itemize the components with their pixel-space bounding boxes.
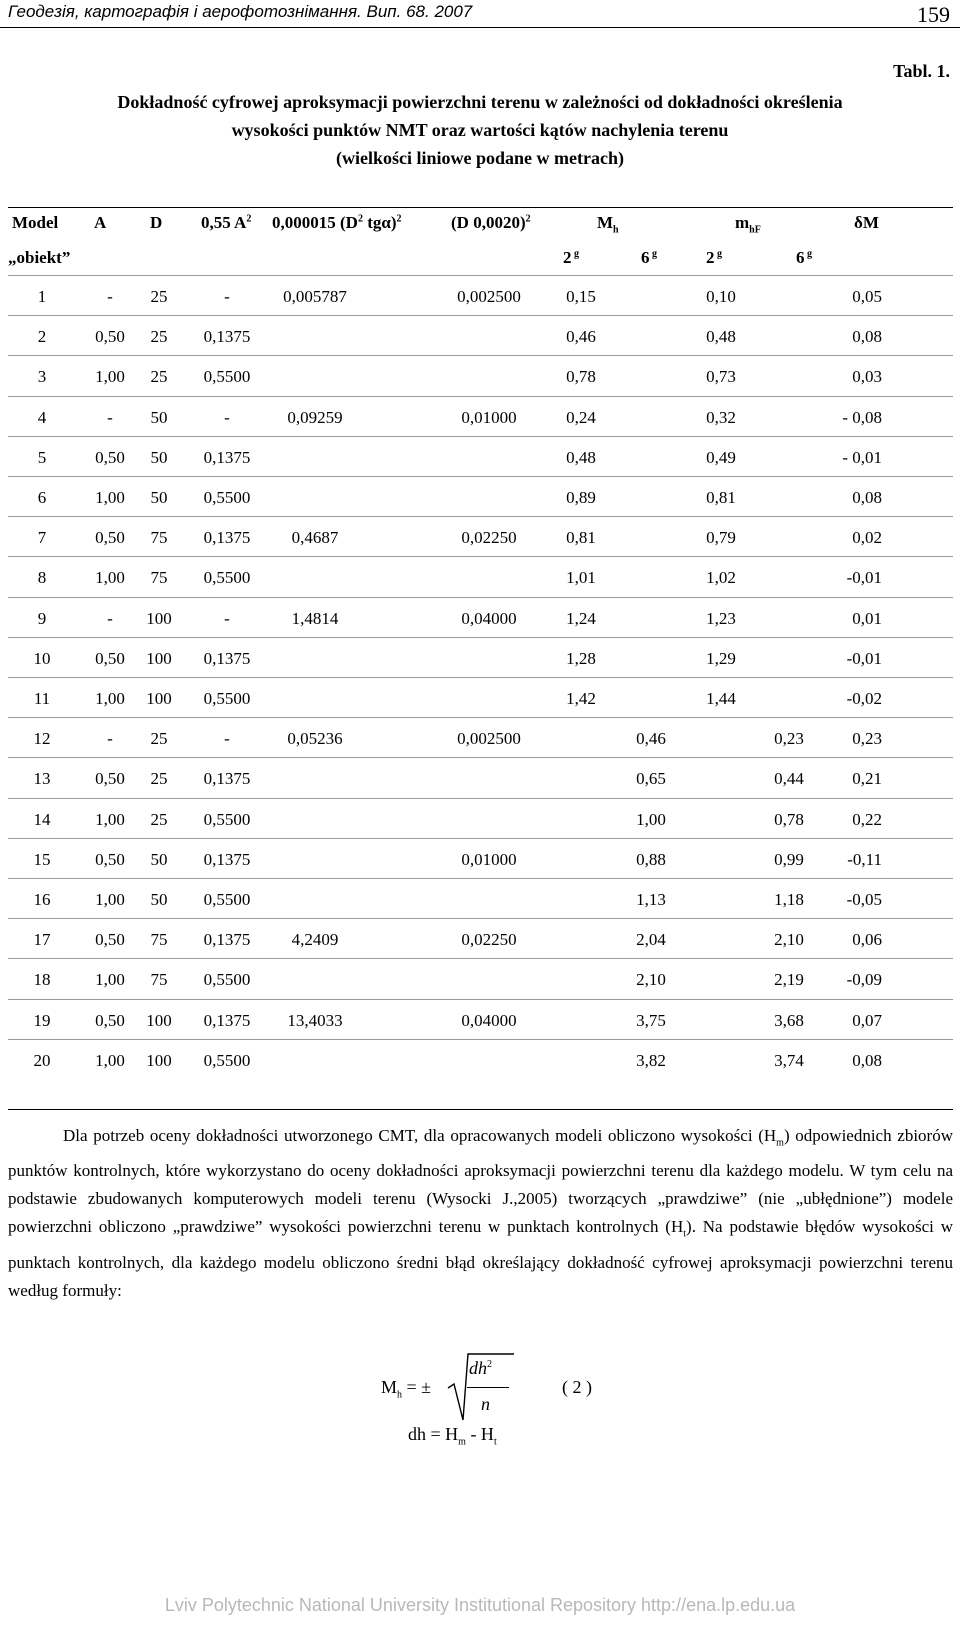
cell-c3: 0,5500 bbox=[203, 367, 251, 387]
cell-c3: 0,5500 bbox=[203, 809, 251, 829]
row-rule bbox=[8, 958, 953, 959]
table-top-rule bbox=[8, 207, 953, 208]
cell-c3: - bbox=[224, 407, 230, 427]
cell-d: 25 bbox=[150, 327, 168, 347]
cell-no: 4 bbox=[37, 407, 47, 427]
row-rule bbox=[8, 476, 953, 477]
formula-lhs: $M_h$ = ± bbox=[381, 1377, 432, 1401]
cell-d: 75 bbox=[150, 568, 168, 588]
row-rule bbox=[8, 878, 953, 879]
cell-a: - bbox=[107, 287, 113, 306]
cell-mh: 1,00 bbox=[636, 809, 666, 829]
cell-no: 6 bbox=[37, 488, 47, 507]
row-rule bbox=[8, 355, 953, 356]
cell-mh: 0,89 bbox=[566, 488, 596, 507]
cell-dm: 0,08 bbox=[852, 488, 882, 507]
cell-d: 75 bbox=[150, 528, 168, 548]
cell-c5: 0,002500 bbox=[457, 729, 521, 749]
cell-mh: 2,10 bbox=[636, 970, 666, 990]
paragraph-sub-m: m bbox=[776, 1137, 784, 1149]
row-rule bbox=[8, 637, 953, 638]
col-header-055a2: 0,55 $A^2$ bbox=[201, 213, 252, 232]
cell-c3: 0,5500 bbox=[203, 488, 251, 507]
fraction-bar bbox=[467, 1387, 509, 1388]
cell-mh: 0,15 bbox=[566, 287, 596, 306]
col-header-tg: 0,000015 ($D^2$ tgα)$^2$ bbox=[272, 213, 402, 232]
cell-mhf: 1,29 bbox=[706, 648, 736, 668]
cell-dm: 0,06 bbox=[852, 930, 882, 950]
cell-mh: 0,81 bbox=[566, 528, 596, 548]
cell-a: - bbox=[107, 407, 113, 427]
subheader-6g-mh: 6 $^g$ bbox=[641, 248, 657, 267]
cell-c3: 0,1375 bbox=[203, 327, 251, 347]
cell-d: 100 bbox=[146, 689, 172, 708]
col-header-mhf: $m_{hF}$ bbox=[735, 213, 761, 236]
cell-d: 50 bbox=[150, 407, 168, 427]
cell-no: 5 bbox=[37, 447, 47, 467]
row-rule bbox=[8, 556, 953, 557]
cell-mh: 1,28 bbox=[566, 648, 596, 668]
col-header-d: D bbox=[150, 213, 163, 232]
cell-a: 0,50 bbox=[95, 447, 125, 467]
subheader-2g-mh: 2 $^g$ bbox=[563, 248, 579, 267]
col-header-mh: $M_h$ bbox=[597, 213, 619, 236]
cell-d: 75 bbox=[150, 970, 168, 990]
row-rule bbox=[8, 315, 953, 316]
cell-c3: - bbox=[224, 287, 230, 306]
formula-denominator: n bbox=[481, 1394, 490, 1414]
cell-dm: - 0,01 bbox=[842, 447, 882, 467]
cell-mh: 0,24 bbox=[566, 407, 596, 427]
row-rule bbox=[8, 275, 953, 276]
cell-mhf: 0,99 bbox=[774, 849, 804, 869]
cell-a: 0,50 bbox=[95, 930, 125, 950]
repository-footer: Lviv Polytechnic National University Institutional Repository http://ena.lp.edu.ua bbox=[164, 1595, 796, 1615]
cell-mhf: 0,48 bbox=[706, 327, 736, 347]
cell-no: 10 bbox=[33, 648, 51, 668]
cell-mh: 2,04 bbox=[636, 930, 666, 950]
cell-c3: - bbox=[224, 608, 230, 628]
cell-dm: 0,03 bbox=[852, 367, 882, 387]
cell-a: 0,50 bbox=[95, 1010, 125, 1030]
cell-dm: -0,01 bbox=[846, 648, 882, 668]
col-header-model: Model bbox=[12, 213, 59, 232]
cell-no: 7 bbox=[37, 528, 47, 548]
cell-c3: 0,1375 bbox=[203, 849, 251, 869]
row-rule bbox=[8, 717, 953, 718]
row-rule bbox=[8, 999, 953, 1000]
cell-c5: 0,02250 bbox=[461, 930, 517, 950]
cell-mhf: 0,79 bbox=[706, 528, 736, 548]
cell-c3: 0,1375 bbox=[203, 528, 251, 548]
cell-no: 3 bbox=[37, 367, 47, 387]
cell-no: 12 bbox=[33, 729, 51, 749]
cell-c4: 0,4687 bbox=[291, 528, 339, 548]
cell-c5: 0,01000 bbox=[461, 407, 517, 427]
cell-no: 8 bbox=[37, 568, 47, 588]
cell-dm: -0,11 bbox=[847, 849, 882, 869]
cell-mh: 0,46 bbox=[636, 729, 666, 749]
equation-number: ( 2 ) bbox=[562, 1377, 592, 1397]
cell-mh: 0,88 bbox=[636, 849, 666, 869]
cell-no: 1 bbox=[37, 287, 47, 306]
cell-mh: 0,78 bbox=[566, 367, 596, 387]
row-rule bbox=[8, 396, 953, 397]
cell-c3: 0,5500 bbox=[203, 568, 251, 588]
cell-d: 100 bbox=[146, 1010, 172, 1030]
cell-dm: - 0,08 bbox=[842, 407, 882, 427]
cell-mh: 1,42 bbox=[566, 689, 596, 708]
cell-mhf: 1,23 bbox=[706, 608, 736, 628]
cell-d: 50 bbox=[150, 849, 168, 869]
cell-d: 25 bbox=[150, 769, 168, 789]
cell-no: 19 bbox=[33, 1010, 51, 1030]
row-rule bbox=[8, 597, 953, 598]
cell-d: 25 bbox=[150, 729, 168, 749]
table-label: Tabl. 1. bbox=[893, 61, 950, 81]
cell-c5: 0,04000 bbox=[461, 1010, 517, 1030]
paragraph-part-1: Dla potrzeb oceny dokładności utworzonego CMT, dla opracowanych modeli obliczono wysokości (H bbox=[63, 1126, 777, 1145]
cell-dm: 0,21 bbox=[852, 769, 882, 789]
cell-no: 20 bbox=[33, 1050, 51, 1070]
cell-no: 11 bbox=[33, 689, 51, 708]
header-rule bbox=[0, 27, 960, 28]
cell-mhf: 0,73 bbox=[706, 367, 736, 387]
cell-dm: 0,23 bbox=[852, 729, 882, 749]
body-paragraph bbox=[8, 1122, 953, 1305]
cell-mhf: 0,81 bbox=[706, 488, 736, 507]
cell-c5: 0,01000 bbox=[461, 849, 517, 869]
subheader-6g-mhf: 6 $^g$ bbox=[796, 248, 812, 267]
cell-d: 100 bbox=[146, 608, 172, 628]
cell-c3: 0,1375 bbox=[203, 930, 251, 950]
cell-c3: 0,5500 bbox=[203, 970, 251, 990]
cell-no: 2 bbox=[37, 327, 47, 347]
cell-c4: 1,4814 bbox=[291, 608, 339, 628]
paragraph-part-2: ) odpowiednich zbiorów punktów kontrolnych, które wykorzystano do oceny dokładności aproksymacji powierzchni terenu dla każdego modelu. W tym celu na podstawie zbudowanych komputerowych modeli terenu (Wysocki J.,2005) tworzących „prawdziwe” (nie „ubłędnione”) modele powierzchni obliczono „prawdziwe” wysokości powierzchni terenu w punktach kontrolnych (H bbox=[8, 1126, 953, 1237]
cell-a: 1,00 bbox=[95, 488, 125, 507]
col-header-dm: δM bbox=[854, 213, 879, 232]
table-bottom-rule bbox=[8, 1109, 953, 1110]
cell-c3: - bbox=[224, 729, 230, 749]
cell-dm: -0,01 bbox=[846, 568, 882, 588]
cell-c5: 0,04000 bbox=[461, 608, 517, 628]
cell-no: 16 bbox=[33, 890, 51, 909]
cell-c3: 0,5500 bbox=[203, 890, 251, 909]
cell-dm: -0,05 bbox=[846, 890, 882, 909]
cell-c4: 4,2409 bbox=[291, 930, 339, 950]
cell-c3: 0,5500 bbox=[203, 689, 251, 708]
cell-d: 50 bbox=[150, 488, 168, 507]
cell-c4: 0,05236 bbox=[287, 729, 343, 749]
cell-mhf: 1,02 bbox=[706, 568, 736, 588]
table-title-line-3: (wielkości liniowe podane w metrach) bbox=[336, 148, 624, 168]
cell-a: 1,00 bbox=[95, 1050, 125, 1070]
row-rule bbox=[8, 757, 953, 758]
paragraph-sub-t: t bbox=[683, 1228, 687, 1240]
cell-mhf: 2,19 bbox=[774, 970, 804, 990]
cell-a: - bbox=[107, 729, 113, 749]
cell-d: 50 bbox=[150, 890, 168, 909]
cell-mhf: 0,44 bbox=[774, 769, 804, 789]
cell-a: 0,50 bbox=[95, 528, 125, 548]
subheader-2g-mhf: 2 $^g$ bbox=[706, 248, 722, 267]
cell-mhf: 3,68 bbox=[774, 1010, 804, 1030]
cell-no: 17 bbox=[33, 930, 51, 950]
cell-d: 100 bbox=[146, 648, 172, 668]
journal-header: Геодезія, картографія і аерофотознімання. Вип. 68. 2007 bbox=[8, 2, 473, 21]
cell-mhf: 0,49 bbox=[706, 447, 736, 467]
cell-c3: 0,1375 bbox=[203, 1010, 251, 1030]
cell-c3: 0,1375 bbox=[203, 769, 251, 789]
row-rule bbox=[8, 436, 953, 437]
cell-d: 25 bbox=[150, 809, 168, 829]
table-title-line-1: Dokładność cyfrowej aproksymacji powierzchni terenu w zależności od dokładności określenia bbox=[117, 92, 843, 112]
cell-mhf: 2,10 bbox=[774, 930, 804, 950]
cell-dm: 0,05 bbox=[852, 287, 882, 306]
cell-mh: 0,65 bbox=[636, 769, 666, 789]
formula-numerator: $dh^2$ bbox=[469, 1358, 492, 1378]
cell-c5: 0,002500 bbox=[457, 287, 521, 306]
row-rule bbox=[8, 1039, 953, 1040]
cell-dm: 0,07 bbox=[852, 1010, 882, 1030]
cell-dm: 0,22 bbox=[852, 809, 882, 829]
paragraph-part-3: ). Na podstawie błędów wysokości w punktach kontrolnych, dla każdego modelu obliczono średni błąd określający dokładność cyfrowej aproksymacji powierzchni terenu według formuły: bbox=[8, 1217, 953, 1300]
row-rule bbox=[8, 918, 953, 919]
cell-no: 9 bbox=[37, 608, 47, 628]
cell-dm: -0,09 bbox=[846, 970, 882, 990]
cell-mh: 3,82 bbox=[636, 1050, 666, 1070]
cell-a: 1,00 bbox=[95, 890, 125, 909]
cell-mh: 3,75 bbox=[636, 1010, 666, 1030]
cell-mhf: 0,78 bbox=[774, 809, 804, 829]
cell-c5: 0,02250 bbox=[461, 528, 517, 548]
cell-a: - bbox=[107, 608, 113, 628]
row-rule bbox=[8, 798, 953, 799]
cell-a: 1,00 bbox=[95, 568, 125, 588]
cell-mh: 1,01 bbox=[566, 568, 596, 588]
row-rule bbox=[8, 838, 953, 839]
cell-mh: 1,24 bbox=[566, 608, 596, 628]
cell-a: 1,00 bbox=[95, 367, 125, 387]
cell-a: 1,00 bbox=[95, 970, 125, 990]
cell-d: 50 bbox=[150, 447, 168, 467]
cell-c4: 13,4033 bbox=[287, 1010, 343, 1030]
page-number: 159 bbox=[917, 2, 950, 27]
cell-d: 100 bbox=[146, 1050, 172, 1070]
cell-d: 25 bbox=[150, 367, 168, 387]
cell-a: 0,50 bbox=[95, 327, 125, 347]
cell-no: 14 bbox=[33, 809, 51, 829]
cell-mh: 0,48 bbox=[566, 447, 596, 467]
col-header-a: A bbox=[94, 213, 107, 232]
cell-no: 15 bbox=[33, 849, 51, 869]
cell-mhf: 0,32 bbox=[706, 407, 736, 427]
cell-mhf: 0,10 bbox=[706, 287, 736, 306]
row-rule bbox=[8, 677, 953, 678]
cell-a: 1,00 bbox=[95, 809, 125, 829]
cell-mhf: 1,44 bbox=[706, 689, 736, 708]
cell-mhf: 0,23 bbox=[774, 729, 804, 749]
cell-c4: 0,09259 bbox=[287, 407, 343, 427]
cell-no: 18 bbox=[33, 970, 51, 990]
cell-c3: 0,1375 bbox=[203, 447, 251, 467]
cell-mh: 1,13 bbox=[636, 890, 666, 909]
cell-dm: 0,08 bbox=[852, 327, 882, 347]
cell-c3: 0,5500 bbox=[203, 1050, 251, 1070]
cell-a: 0,50 bbox=[95, 648, 125, 668]
col-header-d00020: (D 0,0020)$^2$ bbox=[451, 213, 531, 232]
cell-dm: 0,08 bbox=[852, 1050, 882, 1070]
cell-a: 1,00 bbox=[95, 689, 125, 708]
cell-c4: 0,005787 bbox=[283, 287, 347, 306]
cell-d: 25 bbox=[150, 287, 168, 306]
table-title-line-2: wysokości punktów NMT oraz wartości kątów nachylenia terenu bbox=[231, 120, 729, 140]
cell-mhf: 3,74 bbox=[774, 1050, 804, 1070]
cell-dm: -0,02 bbox=[846, 689, 882, 708]
cell-dm: 0,01 bbox=[852, 608, 882, 628]
cell-d: 75 bbox=[150, 930, 168, 950]
cell-c3: 0,1375 bbox=[203, 648, 251, 668]
formula-dh-definition: dh = $H_m - H_t$ bbox=[408, 1424, 497, 1448]
cell-a: 0,50 bbox=[95, 849, 125, 869]
cell-no: 13 bbox=[33, 769, 51, 789]
cell-a: 0,50 bbox=[95, 769, 125, 789]
subheader-obiekt: „obiekt” bbox=[8, 248, 71, 267]
cell-dm: 0,02 bbox=[852, 528, 882, 548]
cell-mhf: 1,18 bbox=[774, 890, 804, 909]
cell-mh: 0,46 bbox=[566, 327, 596, 347]
row-rule bbox=[8, 516, 953, 517]
